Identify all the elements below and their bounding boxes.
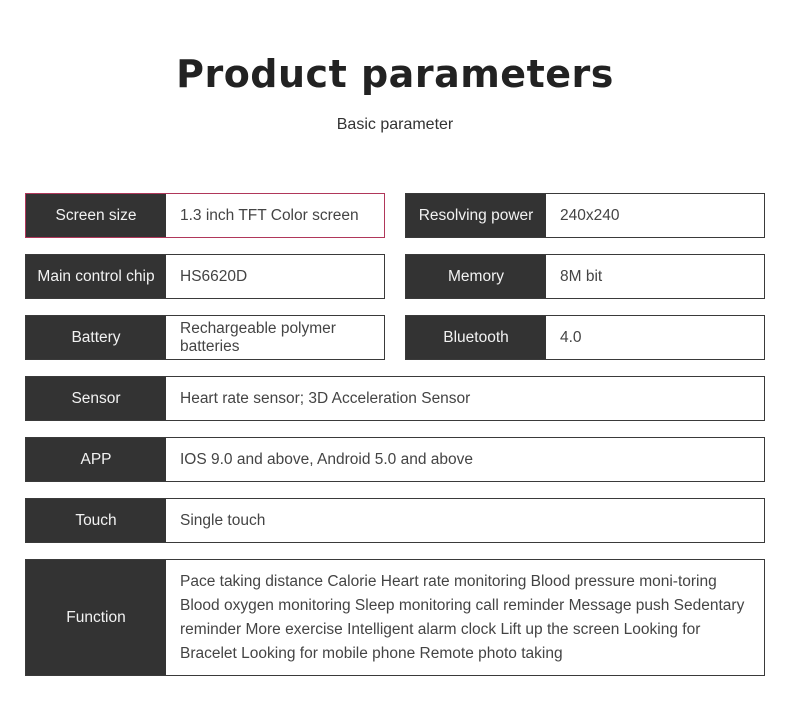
param-label: Sensor <box>26 377 166 420</box>
param-value: Heart rate sensor; 3D Acceleration Sensor <box>180 389 471 407</box>
param-memory <box>405 254 765 299</box>
param-bluetooth <box>405 315 765 360</box>
param-label: Memory <box>406 255 546 298</box>
param-label: Touch <box>26 499 166 542</box>
param-label: Screen size <box>26 194 166 237</box>
param-value: Pace taking distance Calorie Heart rate monitoring Blood pressure moni-toring Blood oxygen monitoring Sleep monitoring call reminder Message push Sedentary reminder More exercise Intelligent alarm clock Lift up the screen Looking for Bracelet Looking for mobile phone Remote photo taking <box>180 572 745 662</box>
page-title: Product parameters <box>176 52 614 96</box>
param-label: Main control chip <box>26 255 166 298</box>
param-battery <box>25 315 385 360</box>
param-screen-size <box>25 193 385 238</box>
param-sensor <box>25 376 765 421</box>
param-value: 240x240 <box>560 206 620 224</box>
param-value: 1.3 inch TFT Color screen <box>180 206 359 224</box>
param-touch <box>25 498 765 543</box>
param-label: APP <box>26 438 166 481</box>
param-value: Rechargeable polymer batteries <box>180 319 336 355</box>
param-label: Resolving power <box>406 194 546 237</box>
param-label: Battery <box>26 316 166 359</box>
param-value: Single touch <box>180 511 266 529</box>
page-subtitle: Basic parameter <box>336 116 454 133</box>
param-resolving-power <box>405 193 765 238</box>
param-value: 8M bit <box>560 267 603 285</box>
param-value: HS6620D <box>180 267 248 285</box>
param-function <box>25 559 765 676</box>
param-value: IOS 9.0 and above, Android 5.0 and above <box>180 450 474 468</box>
param-main-control-chip <box>25 254 385 299</box>
param-label: Bluetooth <box>406 316 546 359</box>
param-label: Function <box>26 560 166 675</box>
param-value: 4.0 <box>560 328 582 346</box>
param-app <box>25 437 765 482</box>
